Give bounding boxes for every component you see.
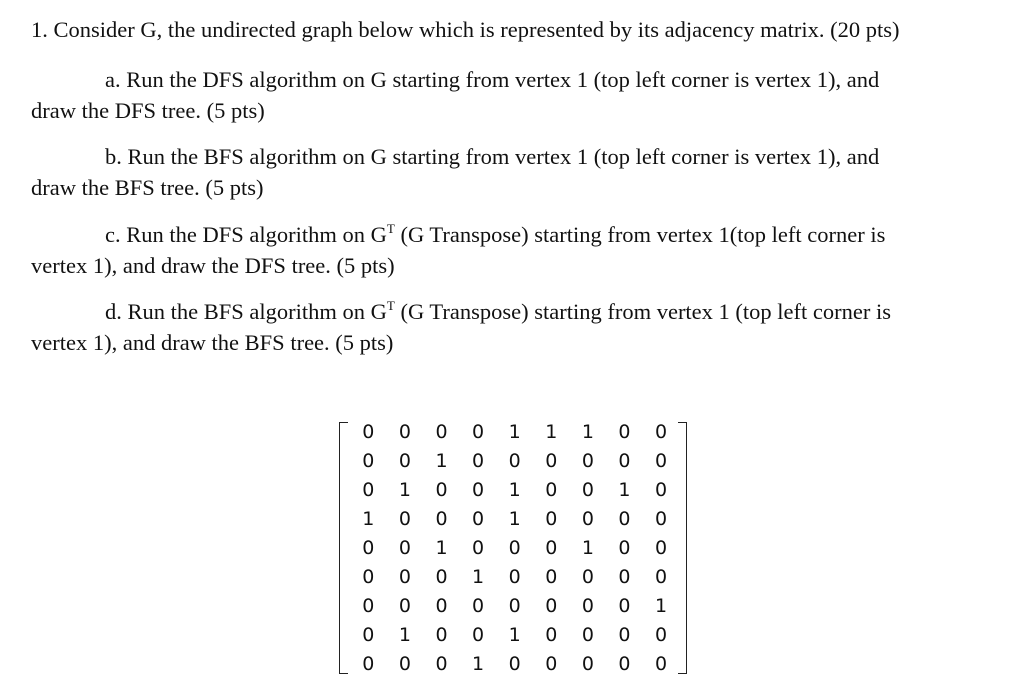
part-a [31, 64, 1001, 126]
matrix-cell: 1 [655, 595, 668, 617]
matrix-cell: 1 [398, 479, 411, 501]
matrix-cell: 0 [362, 566, 375, 588]
matrix-cell: 0 [545, 537, 558, 559]
matrix-cell: 1 [508, 421, 521, 443]
matrix-cell: 0 [545, 450, 558, 472]
matrix-cell: 0 [508, 566, 521, 588]
matrix-cell: 0 [398, 508, 411, 530]
matrix-cell: 0 [618, 508, 631, 530]
matrix-cell: 0 [362, 624, 375, 646]
matrix-cell: 0 [618, 566, 631, 588]
matrix-cell: 0 [398, 450, 411, 472]
matrix-cell: 1 [472, 653, 485, 675]
matrix-cell: 0 [581, 624, 594, 646]
matrix-cell: 0 [655, 653, 668, 675]
matrix-cell: 0 [362, 479, 375, 501]
matrix-cell: 1 [398, 624, 411, 646]
matrix-cell: 0 [655, 479, 668, 501]
matrix-cell: 0 [362, 595, 375, 617]
matrix-cell: 0 [655, 421, 668, 443]
matrix-cell: 1 [581, 421, 594, 443]
matrix-cell: 0 [472, 479, 485, 501]
matrix-cell: 0 [618, 537, 631, 559]
matrix-cell: 1 [581, 537, 594, 559]
part-c [31, 219, 1001, 281]
matrix-cell: 0 [545, 479, 558, 501]
part-c-line2: vertex 1), and draw the DFS tree. (5 pts) [31, 253, 395, 278]
matrix-cell: 0 [398, 566, 411, 588]
matrix-cell: 0 [508, 450, 521, 472]
matrix-cell: 0 [655, 566, 668, 588]
matrix-cell: 0 [618, 653, 631, 675]
matrix-grid [350, 418, 680, 679]
matrix-cell: 0 [472, 537, 485, 559]
matrix-cell: 0 [545, 508, 558, 530]
part-d-line1-pre: d. Run the BFS algorithm on G [105, 299, 387, 324]
matrix-cell: 0 [508, 595, 521, 617]
matrix-cell: 1 [508, 624, 521, 646]
matrix-cell: 0 [581, 595, 594, 617]
matrix-cell: 0 [472, 508, 485, 530]
matrix-cell: 0 [435, 566, 448, 588]
matrix-left-bracket [339, 422, 348, 674]
matrix-cell: 1 [618, 479, 631, 501]
part-b [31, 141, 1001, 203]
matrix-cell: 0 [435, 508, 448, 530]
matrix-cell: 1 [362, 508, 375, 530]
matrix-cell: 0 [508, 653, 521, 675]
matrix-cell: 1 [508, 479, 521, 501]
matrix-cell: 0 [435, 479, 448, 501]
matrix-cell: 0 [472, 421, 485, 443]
transpose-superscript: T [386, 221, 395, 236]
part-a-line2: draw the DFS tree. (5 pts) [31, 98, 265, 123]
part-b-line1: b. Run the BFS algorithm on G starting from vertex 1 (top left corner is vertex 1), and [105, 144, 880, 169]
matrix-cell: 1 [508, 508, 521, 530]
matrix-cell: 0 [362, 450, 375, 472]
adjacency-matrix [339, 418, 687, 680]
matrix-cell: 0 [655, 508, 668, 530]
matrix-cell: 0 [545, 624, 558, 646]
part-b-line2: draw the BFS tree. (5 pts) [31, 175, 264, 200]
matrix-cell: 0 [472, 450, 485, 472]
matrix-cell: 0 [362, 421, 375, 443]
matrix-cell: 0 [435, 421, 448, 443]
transpose-superscript: T [386, 298, 395, 313]
matrix-cell: 0 [581, 479, 594, 501]
matrix-cell: 0 [618, 421, 631, 443]
matrix-cell: 0 [398, 595, 411, 617]
matrix-cell: 1 [435, 450, 448, 472]
matrix-cell: 0 [581, 566, 594, 588]
matrix-cell: 0 [362, 653, 375, 675]
matrix-cell: 0 [398, 537, 411, 559]
matrix-right-bracket [678, 422, 687, 674]
matrix-cell: 1 [545, 421, 558, 443]
matrix-cell: 0 [435, 653, 448, 675]
matrix-cell: 0 [398, 421, 411, 443]
part-d [31, 296, 1001, 358]
matrix-cell: 0 [435, 624, 448, 646]
part-d-line1 [31, 296, 1001, 327]
matrix-cell: 0 [472, 624, 485, 646]
part-c-line1-post: (G Transpose) starting from vertex 1(top left corner is [394, 222, 886, 247]
matrix-cell: 1 [435, 537, 448, 559]
matrix-cell: 0 [655, 624, 668, 646]
question-title: 1. Consider G, the undirected graph below which is represented by its adjacency matrix. (20 pts) [31, 17, 900, 42]
matrix-cell: 0 [581, 508, 594, 530]
part-c-line1 [31, 219, 1001, 250]
matrix-cell: 1 [472, 566, 485, 588]
matrix-cell: 0 [581, 653, 594, 675]
matrix-cell: 0 [655, 537, 668, 559]
matrix-cell: 0 [618, 450, 631, 472]
matrix-cell: 0 [398, 653, 411, 675]
matrix-cell: 0 [618, 595, 631, 617]
part-d-line2: vertex 1), and draw the BFS tree. (5 pts) [31, 330, 394, 355]
matrix-cell: 0 [508, 537, 521, 559]
matrix-cell: 0 [618, 624, 631, 646]
matrix-cell: 0 [472, 595, 485, 617]
part-d-line1-post: (G Transpose) starting from vertex 1 (top left corner is [394, 299, 891, 324]
matrix-cell: 0 [435, 595, 448, 617]
part-c-line1-pre: c. Run the DFS algorithm on G [105, 222, 387, 247]
matrix-cell: 0 [581, 450, 594, 472]
matrix-cell: 0 [655, 450, 668, 472]
matrix-cell: 0 [545, 653, 558, 675]
part-a-line1: a. Run the DFS algorithm on G starting from vertex 1 (top left corner is vertex 1), and [105, 67, 880, 92]
matrix-cell: 0 [545, 595, 558, 617]
matrix-cell: 0 [362, 537, 375, 559]
matrix-cell: 0 [545, 566, 558, 588]
